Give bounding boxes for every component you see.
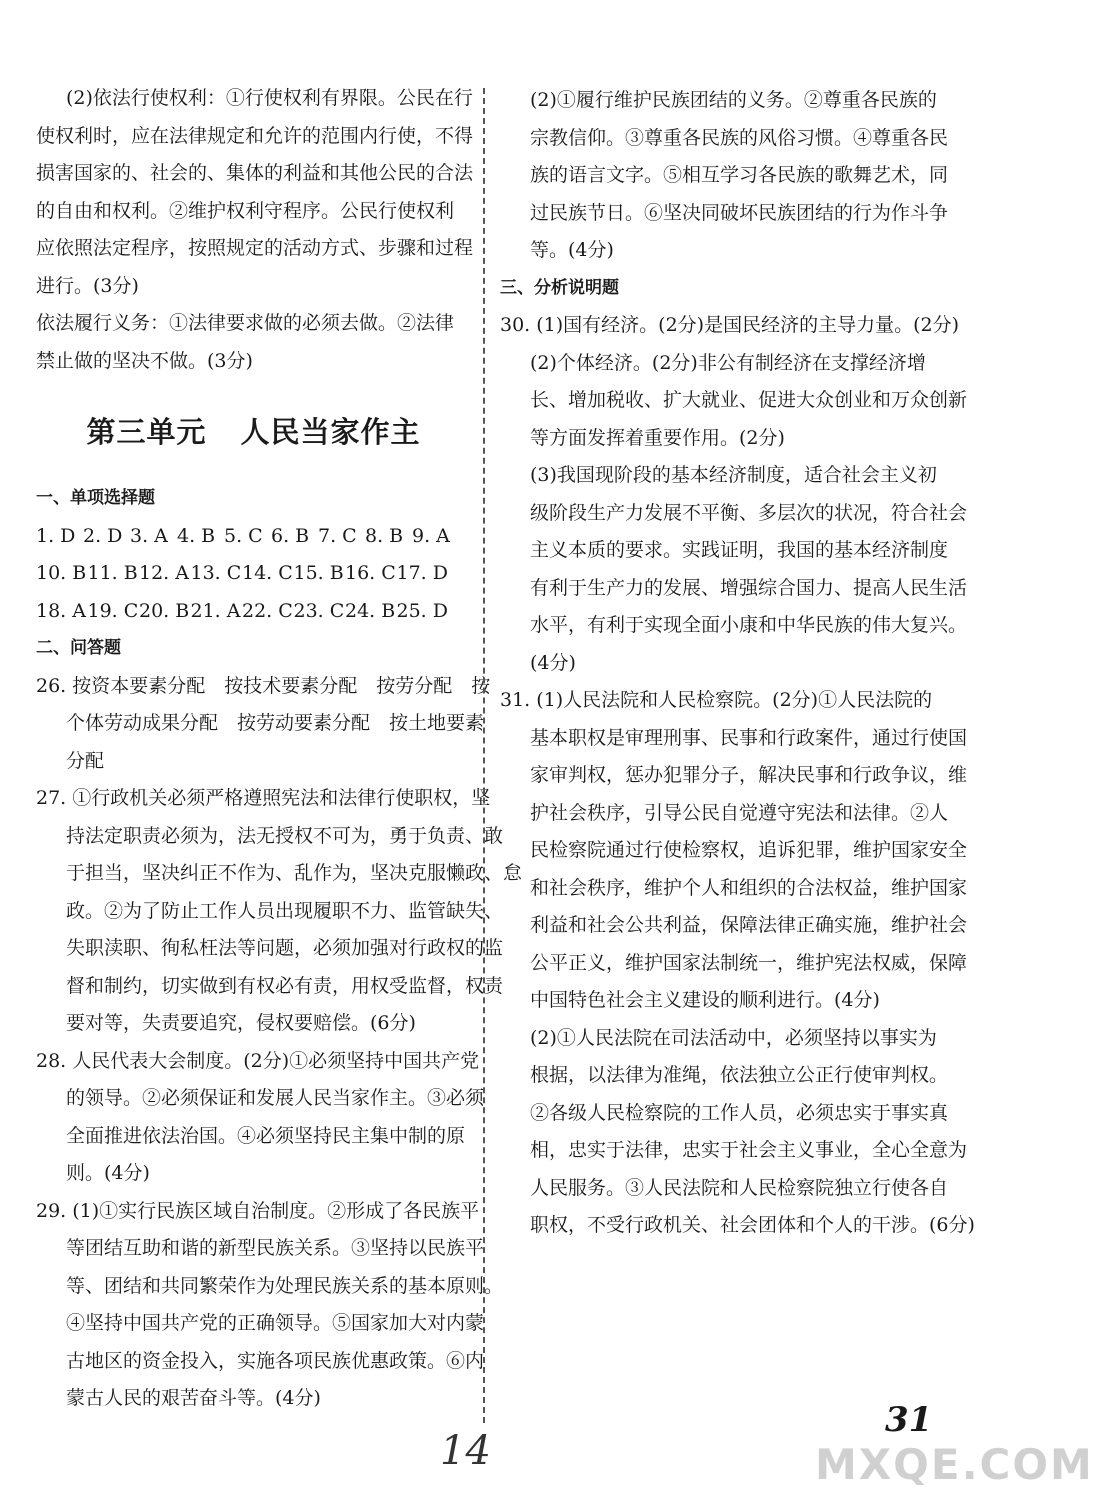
- text-line: 有利于生产力的发展、增强综合国力、提高人民生活: [530, 576, 968, 599]
- text-line: 使权利时，应在法律规定和允许的范围内行使，不得: [36, 124, 474, 147]
- question-29: [36, 1193, 504, 1418]
- mcq-answer: 14. C: [242, 562, 293, 584]
- left-intro-block: [36, 80, 474, 380]
- text-line: (3)我国现阶段的基本经济制度，适合社会主义初: [530, 464, 937, 486]
- text-line: 31. (1)人民法院和人民检察院。(2分)①人民法院的: [500, 689, 933, 711]
- text-line: (2)①人民法院在司法活动中，必须坚持以事实为: [530, 1026, 937, 1049]
- text-line: 等团结互助和谐的新型民族关系。③坚持以民族平: [66, 1237, 485, 1259]
- handwritten-mark: 14: [440, 1428, 491, 1474]
- mcq-answer: 4. B: [177, 524, 216, 547]
- text-line: 的自由和权利。②维护权利守程序。公民行使权利: [36, 199, 455, 222]
- column-divider: [483, 88, 485, 1423]
- text-line: 则。(4分): [66, 1162, 150, 1184]
- mcq-answer: 16. C: [345, 562, 396, 584]
- text-line: (4分): [530, 651, 576, 674]
- text-line: 持法定职责必须为，法无授权不可为，勇于负责、敢: [66, 824, 504, 847]
- text-line: 相，忠实于法律，忠实于社会主义事业，全心全意为: [530, 1139, 968, 1161]
- text-line: 督和制约，切实做到有权必有责，用权受监督，权责: [66, 974, 504, 997]
- text-line: 失职渎职、徇私枉法等问题，必须加强对行政权的监: [66, 937, 504, 959]
- text-line: (2)依法行使权利：①行使权利有界限。公民在行: [66, 87, 473, 109]
- mcq-answer: 13. C: [190, 562, 242, 584]
- question-27: [36, 780, 523, 1043]
- mcq-answer: 1. D: [36, 524, 76, 547]
- text-line: 损害国家的、社会的、集体的利益和其他公民的合法: [36, 162, 474, 184]
- mcq-answer: 18. A: [36, 599, 86, 622]
- text-line: 族的语言文字。⑤相互学习各民族的歌舞艺术，同: [530, 164, 949, 186]
- text-line: 禁止做的坚决不做。(3分): [36, 349, 253, 372]
- text-line: 蒙古人民的艰苦奋斗等。(4分): [66, 1387, 321, 1409]
- unit-title-number: 第三单元: [86, 415, 207, 449]
- section-heading-qa: 二、问答题: [36, 638, 121, 658]
- text-line: 人民服务。③人民法院和人民检察院独立行使各自: [530, 1176, 949, 1199]
- mcq-answer: 12. A: [139, 562, 189, 584]
- text-line: 27. ①行政机关必须严格遵照宪法和法律行使职权，坚: [36, 787, 491, 809]
- text-line: 主义本质的要求。实践证明，我国的基本经济制度: [530, 539, 949, 561]
- text-line: 基本职权是审理刑事、民事和行政案件，通过行使国: [530, 726, 968, 749]
- question-31: [500, 682, 975, 1245]
- mcq-answer: 9. A: [412, 524, 450, 547]
- text-line: ④坚持中国共产党的正确领导。⑤国家加大对内蒙: [66, 1312, 485, 1334]
- text-line: 政。②为了防止工作人员出现履职不力、监管缺失、: [66, 899, 504, 922]
- text-line: 民检察院通过行使检察权，追诉犯罪，维护国家安全: [530, 839, 968, 861]
- text-line: 过民族节日。⑥坚决同破坏民族团结的行为作斗争: [530, 201, 949, 224]
- text-line: 进行。(3分): [36, 274, 139, 297]
- mcq-answer: 8. B: [365, 524, 404, 547]
- text-line: 级阶段生产力发展不平衡、多层次的状况，符合社会: [530, 501, 968, 524]
- mcq-row-2: [36, 555, 471, 593]
- mcq-answer: 15. B: [293, 562, 344, 584]
- question-29-part2: [500, 82, 949, 270]
- text-line: (2)个体经济。(2分)非公有制经济在支撑经济增: [530, 351, 926, 374]
- mcq-row-1: [36, 518, 471, 556]
- text-line: (2)①履行维护民族团结的义务。②尊重各民族的: [530, 89, 937, 111]
- page-number: 31: [885, 1400, 933, 1440]
- text-line: 30. (1)国有经济。(2分)是国民经济的主导力量。(2分): [500, 314, 959, 336]
- mcq-answer: 2. D: [83, 524, 123, 547]
- question-30: [500, 307, 968, 682]
- mcq-answer: 17. D: [396, 562, 448, 584]
- text-line: 水平，有利于实现全面小康和中华民族的伟大复兴。: [530, 614, 968, 636]
- question-28: [36, 1043, 485, 1193]
- mcq-answer: 3. A: [130, 524, 168, 547]
- mcq-answer: 23. C: [293, 599, 345, 622]
- text-line: 28. 人民代表大会制度。(2分)①必须坚持中国共产党: [36, 1049, 480, 1072]
- text-line: 应依照法定程序，按照规定的活动方式、步骤和过程: [36, 237, 474, 259]
- mcq-row-3: [36, 593, 471, 631]
- section-heading-mcq: 一、单项选择题: [36, 488, 155, 508]
- mcq-answer: 10. B: [36, 562, 87, 584]
- text-line: 等、团结和共同繁荣作为处理民族关系的基本原则。: [66, 1274, 504, 1297]
- unit-title: [36, 390, 471, 474]
- text-line: 职权，不受行政机关、社会团体和个人的干涉。(6分): [530, 1214, 975, 1236]
- section-heading-analysis: 三、分析说明题: [500, 277, 619, 298]
- mcq-answer: 24. B: [345, 599, 396, 622]
- text-line: 家审判权，惩办犯罪分子，解决民事和行政争议，维: [530, 764, 968, 786]
- text-line: 要对等，失责要追究，侵权要赔偿。(6分): [66, 1012, 416, 1034]
- right-column: [500, 82, 975, 1245]
- text-line: 中国特色社会主义建设的顺利进行。(4分): [530, 989, 880, 1011]
- text-line: 公平正义，维护国家法制统一，维护宪法权威，保障: [530, 951, 968, 974]
- text-line: 26. 按资本要素分配 按技术要素分配 按劳分配 按: [36, 674, 491, 697]
- left-column: [36, 80, 523, 1418]
- text-line: 宗教信仰。③尊重各民族的风俗习惯。④尊重各民: [530, 126, 949, 149]
- mcq-answer: 20. B: [139, 599, 190, 622]
- mcq-answer: 22. C: [242, 599, 293, 622]
- text-line: 护社会秩序，引导公民自觉遵守宪法和法律。②人: [530, 801, 949, 824]
- watermark: MXQE.COM: [815, 1440, 1094, 1489]
- mcq-answer: 7. C: [318, 524, 357, 547]
- text-line: 29. (1)①实行民族区域自治制度。②形成了各民族平: [36, 1199, 480, 1222]
- mcq-answer: 6. B: [271, 524, 310, 547]
- text-line: 和社会秩序，维护个人和组织的合法权益，维护国家: [530, 876, 968, 899]
- text-line: 依法履行义务：①法律要求做的必须去做。②法律: [36, 312, 455, 334]
- question-26: [36, 668, 491, 781]
- text-line: 分配: [66, 749, 105, 772]
- text-line: 利益和社会公共利益，保障法律正确实施，维护社会: [530, 914, 968, 936]
- text-line: 个体劳动成果分配 按劳动要素分配 按土地要素: [66, 712, 485, 734]
- text-line: 古地区的资金投入，实施各项民族优惠政策。⑥内: [66, 1349, 485, 1372]
- text-line: 的领导。②必须保证和发展人民当家作主。③必须: [66, 1087, 485, 1109]
- mcq-answer: 19. C: [87, 599, 139, 622]
- mcq-answer: 21. A: [190, 599, 241, 622]
- unit-title-name: 人民当家作主: [240, 415, 421, 449]
- mcq-answer: 5. C: [224, 524, 263, 547]
- text-line: 全面推进依法治国。④必须坚持民主集中制的原: [66, 1124, 466, 1147]
- text-line: 等方面发挥着重要作用。(2分): [530, 426, 785, 449]
- mcq-answer: 11. B: [87, 562, 138, 584]
- text-line: 长、增加税收、扩大就业、促进大众创业和万众创新: [530, 389, 968, 411]
- text-line: 于担当，坚决纠正不作为、乱作为，坚决克服懒政、怠: [66, 862, 523, 884]
- text-line: ②各级人民检察院的工作人员，必须忠实于事实真: [530, 1101, 949, 1124]
- mcq-answer: 25. D: [396, 599, 448, 622]
- text-line: 等。(4分): [530, 239, 614, 261]
- text-line: 根据，以法律为准绳，依法独立公正行使审判权。: [530, 1064, 949, 1086]
